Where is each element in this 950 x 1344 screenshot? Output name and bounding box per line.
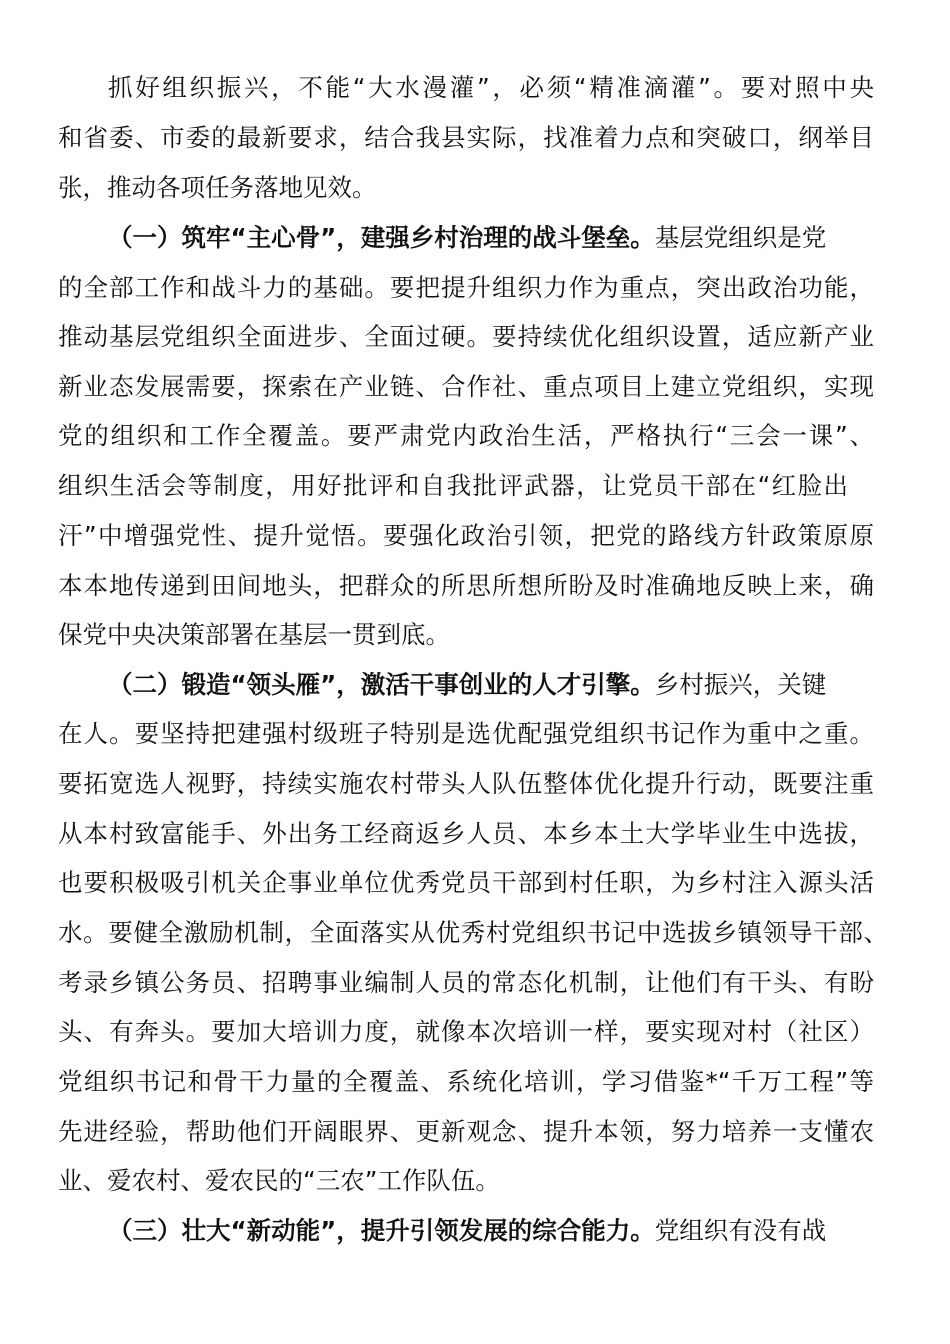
paragraph-line: 的全部工作和战斗力的基础。要把提升组织力作为重点，突出政治功能， xyxy=(58,273,874,302)
paragraph-line: 保党中央决策部署在基层一贯到底。 xyxy=(58,620,450,649)
paragraph-line: 抓好组织振兴，不能“大水漫灌”，必须“精准滴灌”。要对照中央 xyxy=(108,73,874,102)
paragraph-line: 也要积极吸引机关企事业单位优秀党员干部到村任职，为乡村注入源头活 xyxy=(58,868,874,897)
paragraph-line: 水。要健全激励机制，全面落实从优秀村党组织书记中选拔乡镇领导干部、 xyxy=(58,918,888,947)
section-text: 乡村振兴，关键 xyxy=(654,670,827,699)
section-heading: （一）筑牢“主心骨”，建强乡村治理的战斗堡垒。 xyxy=(108,223,655,252)
paragraph-line: 考录乡镇公务员、招聘事业编制人员的常态化机制，让他们有干头、有盼 xyxy=(58,968,874,997)
paragraph-line: 新业态发展需要，探索在产业链、合作社、重点项目上建立党组织，实现 xyxy=(58,372,874,401)
paragraph-line: 张，推动各项任务落地见效。 xyxy=(58,173,377,202)
paragraph-line: 党组织书记和骨干力量的全覆盖、系统化培训，学习借鉴*“千万工程”等 xyxy=(58,1067,874,1096)
paragraph-line: 党的组织和工作全覆盖。要严肃党内政治生活，严格执行“三会一课”、 xyxy=(58,421,874,450)
paragraph-line: 业、爱农村、爱农民的“三农”工作队伍。 xyxy=(58,1166,500,1195)
paragraph-line: 推动基层党组织全面进步、全面过硬。要持续优化组织设置，适应新产业 xyxy=(58,322,874,351)
paragraph-line: 汗”中增强党性、提升觉悟。要强化政治引领，把党的路线方针政策原原 xyxy=(58,521,874,550)
section-first-line xyxy=(108,669,826,701)
paragraph-line: 头、有奔头。要加大培训力度，就像本次培训一样，要实现对村（社区） xyxy=(58,1017,874,1046)
section-text: 基层党组织是党 xyxy=(654,223,827,252)
section-first-line xyxy=(108,222,826,254)
paragraph-line: 本本地传递到田间地头，把群众的所思所想所盼及时准确地反映上来，确 xyxy=(58,571,874,600)
section-heading: （三）壮大“新动能”，提升引领发展的综合能力。 xyxy=(108,1216,655,1245)
paragraph-line: 要拓宽选人视野，持续实施农村带头人队伍整体优化提升行动，既要注重 xyxy=(58,769,874,798)
paragraph-line: 从本村致富能手、外出务工经商返乡人员、本乡本土大学毕业生中选拔， xyxy=(58,819,874,848)
paragraph-line: 先进经验，帮助他们开阔眼界、更新观念、提升本领，努力培养一支懂农 xyxy=(58,1117,874,1146)
section-heading: （二）锻造“领头雁”，激活干事创业的人才引擎。 xyxy=(108,670,655,699)
section-first-line xyxy=(108,1215,826,1247)
paragraph-line: 和省委、市委的最新要求，结合我县实际，找准着力点和突破口，纲举目 xyxy=(58,123,874,152)
section-text: 党组织有没有战 xyxy=(654,1216,827,1245)
paragraph-line: 在人。要坚持把建强村级班子特别是选优配强党组织书记作为重中之重。 xyxy=(58,719,874,748)
paragraph-line: 组织生活会等制度，用好批评和自我批评武器，让党员干部在“红脸出 xyxy=(58,471,848,500)
